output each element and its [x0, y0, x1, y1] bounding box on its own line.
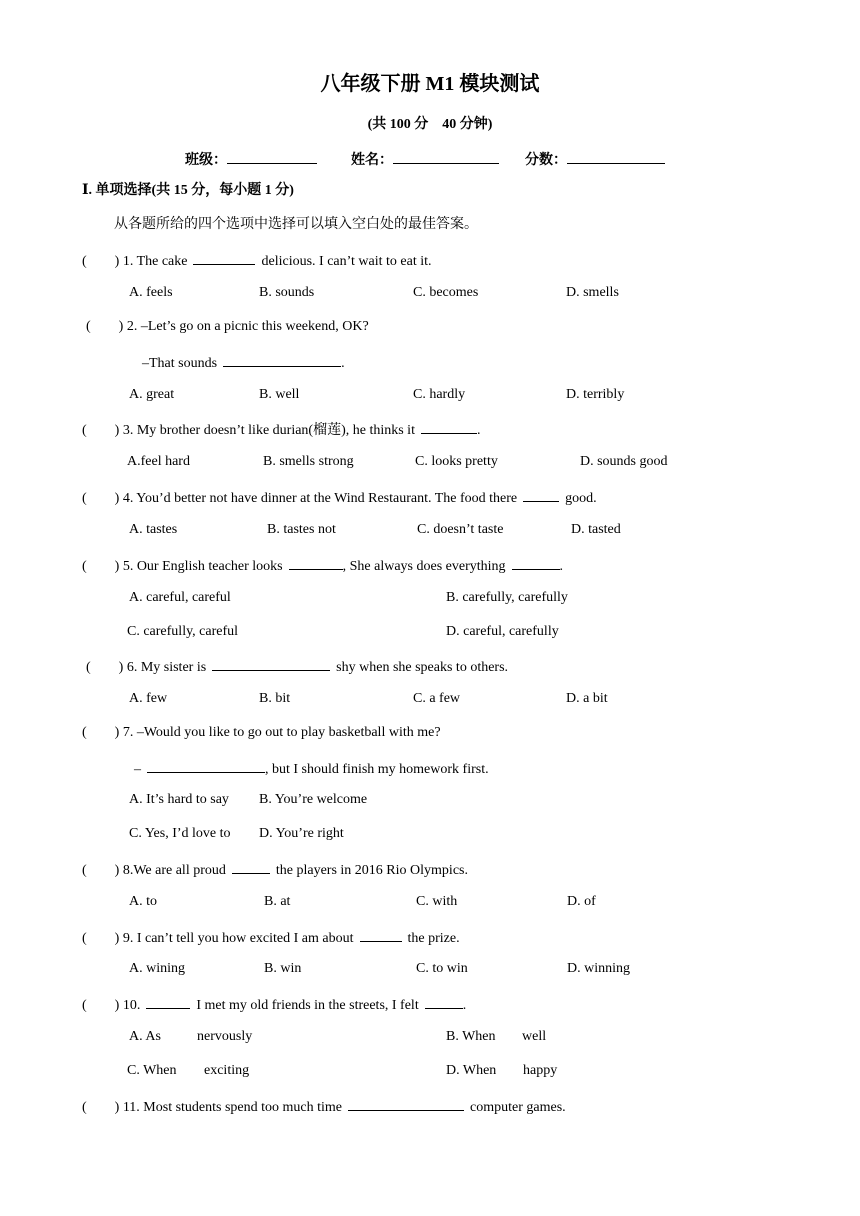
option-b: B. carefully, carefully [446, 590, 568, 605]
question-7: ( ) 7. –Would you like to go out to play basketball with me? [82, 725, 441, 740]
question-9 [82, 927, 460, 948]
option-b-word1: B. When [446, 1029, 496, 1044]
score-field [525, 149, 665, 170]
option-b: B. win [264, 961, 302, 976]
question-text: ( ) 6. My sister is [86, 660, 207, 675]
question-1 [82, 250, 432, 271]
option-a: A. great [129, 387, 175, 402]
question-11 [82, 1096, 566, 1117]
question-text: I met my old friends in the streets, I felt [196, 998, 419, 1013]
option-b: B. You’re welcome [259, 792, 368, 807]
option-a: A. tastes [129, 522, 178, 537]
name-field [351, 149, 499, 170]
option-d: D. a bit [566, 691, 608, 706]
answer-blank [146, 994, 190, 1009]
question-text: computer games. [470, 1100, 566, 1115]
option-d: D. winning [567, 961, 630, 976]
question-text: ( ) 10. [82, 998, 141, 1013]
answer-blank [232, 859, 270, 874]
question-text: ( ) 5. Our English teacher looks [82, 559, 283, 574]
question-8 [82, 859, 468, 880]
question-text: . [341, 356, 345, 371]
option-c: C. carefully, careful [127, 624, 239, 639]
question-text: – [134, 762, 141, 777]
score-blank[interactable] [567, 149, 665, 164]
question-text: ( ) 11. Most students spend too much time [82, 1100, 343, 1115]
option-d: D. smells [566, 285, 619, 300]
page-title: 八年级下册 M1 模块测试 [320, 73, 540, 95]
answer-blank [212, 656, 330, 671]
option-a: A. to [129, 894, 157, 909]
question-text: the prize. [407, 931, 460, 946]
question-text: ( ) 9. I can’t tell you how excited I am about [82, 931, 354, 946]
question-text: , She always does everything [342, 559, 506, 574]
question-text: the players in 2016 Rio Olympics. [275, 863, 468, 878]
option-b: B. bit [259, 691, 291, 706]
question-5 [82, 555, 563, 576]
option-c-word1: C. When [127, 1063, 177, 1078]
question-2-reply [142, 352, 345, 373]
option-d: D. tasted [571, 522, 621, 537]
question-text: . [559, 559, 564, 574]
question-3 [82, 419, 480, 440]
option-c: C. a few [413, 691, 461, 706]
option-a: A. careful, careful [129, 590, 231, 605]
name-label: 姓名： [351, 153, 393, 168]
answer-blank [147, 758, 265, 773]
question-text: , but I should finish my homework first. [265, 762, 489, 777]
score-label: 分数： [525, 153, 567, 168]
answer-blank [289, 555, 343, 570]
answer-blank [523, 487, 559, 502]
option-c: C. to win [416, 961, 468, 976]
option-d: D. of [567, 894, 596, 909]
answer-blank [223, 352, 341, 367]
option-a: A. few [129, 691, 168, 706]
question-6 [86, 656, 508, 677]
class-blank[interactable] [227, 149, 317, 164]
class-label: 班级： [185, 153, 227, 168]
answer-blank [348, 1096, 464, 1111]
option-c: C. with [416, 894, 458, 909]
answer-blank [360, 927, 402, 942]
option-a-word1: A. As [129, 1029, 161, 1044]
option-c-word2: exciting [204, 1063, 250, 1078]
question-text: ( ) 8.We are all proud [82, 863, 226, 878]
section-instruction: 从各题所给的四个选项中选择可以填入空白处的最佳答案。 [114, 217, 478, 232]
option-a: A. feels [129, 285, 173, 300]
option-b: B. smells strong [263, 454, 354, 469]
question-text: . [462, 998, 467, 1013]
option-d: D. You’re right [259, 826, 344, 841]
option-b: B. tastes not [267, 522, 336, 537]
option-d: D. careful, carefully [446, 624, 559, 639]
option-b: B. sounds [259, 285, 315, 300]
option-c: C. becomes [413, 285, 479, 300]
answer-blank [421, 419, 477, 434]
option-c: C. Yes, I’d love to [129, 826, 231, 841]
option-d: D. terribly [566, 387, 625, 402]
option-d: D. sounds good [580, 454, 668, 469]
question-text: ( ) 4. You’d better not have dinner at the Wind Restaurant. The food there [82, 491, 518, 506]
question-2: ( ) 2. –Let’s go on a picnic this weekend, OK? [86, 319, 369, 334]
question-text: ( ) 1. The cake [82, 254, 188, 269]
section-heading: Ⅰ. 单项选择(共 15 分，每小题 1 分) [82, 183, 294, 198]
option-a: A. wining [129, 961, 185, 976]
answer-blank [425, 994, 463, 1009]
option-a-word2: nervously [197, 1029, 253, 1044]
question-7-reply [134, 758, 489, 779]
question-text: shy when she speaks to others. [336, 660, 509, 675]
option-d-word2: happy [523, 1063, 558, 1078]
option-b: B. well [259, 387, 300, 402]
page-subtitle: (共 100 分 40 分钟) [367, 117, 493, 132]
question-text: . [476, 423, 481, 438]
question-10 [82, 994, 466, 1015]
question-4 [82, 487, 597, 508]
answer-blank [193, 250, 255, 265]
option-d-word1: D. When [446, 1063, 497, 1078]
option-a: A.feel hard [127, 454, 190, 469]
option-b: B. at [264, 894, 291, 909]
answer-blank [512, 555, 560, 570]
question-text: –That sounds [142, 356, 218, 371]
class-field [185, 149, 317, 170]
option-c: C. doesn’t taste [417, 522, 504, 537]
question-text: ( ) 3. My brother doesn’t like durian(榴莲), he thinks it [82, 423, 415, 438]
name-blank[interactable] [393, 149, 499, 164]
option-b-word2: well [522, 1029, 547, 1044]
question-text: good. [565, 491, 597, 506]
question-text: delicious. I can’t wait to eat it. [261, 254, 432, 269]
option-c: C. looks pretty [415, 454, 498, 469]
option-c: C. hardly [413, 387, 466, 402]
option-a: A. It’s hard to say [129, 792, 229, 807]
